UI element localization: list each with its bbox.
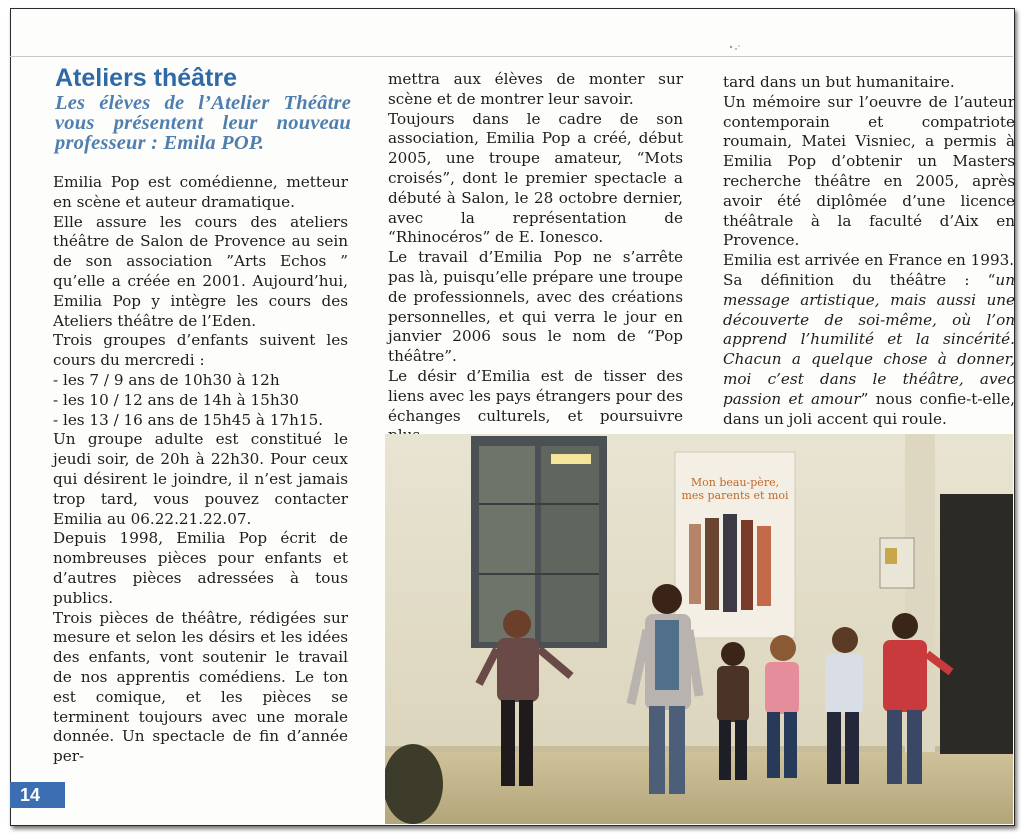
paragraph: Elle assure les cours des ateliers théâtre de Salon de Provence au sein de son association ”Arts Echos ” qu’elle a créée en 2001. Aujourd’hui, Emilia Pop y intègre les cours des Ateliers théâtre de l’Eden.: [53, 212, 348, 330]
paragraph: Le travail d’Emilia Pop ne s’arrête pas là, puisqu’elle prépare une troupe de professionnels, avec des créations personnelles, et qui verra le jour en janvier 2006 sous le nom de “Pop théâtre”.: [388, 248, 683, 366]
page-number: 14: [10, 782, 65, 808]
text-column-2: [388, 70, 683, 446]
paragraph: Le désir d’Emilia est de tisser des liens avec les pays étrangers pour des échanges culturels, et poursuivre: [388, 366, 683, 425]
paragraph: Depuis 1998, Emilia Pop écrit de nombreuses pièces pour enfants et d’autres pièces adressées à tous publics.: [53, 529, 348, 607]
paragraph: tard dans un but humanitaire.: [723, 73, 955, 91]
article-subtitle: Les élèves de l’Atelier Théâtre vous présentent leur nouveau professeur : Emila POP.: [55, 92, 351, 154]
poster-title: Mon beau-père, mes parents et moi: [681, 476, 789, 502]
quote-outro: ” nous confie-t-elle, dans un joli accent qui roule.: [723, 389, 1015, 428]
quote-intro: Sa définition du théâtre : “: [723, 270, 996, 289]
quote-text: un message artistique, mais aussi une découverte de soi-même, où l’on apprend l’humilité et la sincérité. Chacun a quelque chose à donner, moi c’est dans le théâtre, avec passion et amour: [723, 270, 1015, 408]
list-item: - les 13 / 16 ans de 15h45 à 17h15.: [53, 410, 324, 429]
list-item: - les 10 / 12 ans de 14h à 15h30: [53, 390, 299, 409]
list-item: - les 7 / 9 ans de 10h30 à 12h: [53, 370, 280, 389]
paragraph: Un groupe adulte est constitué le jeudi soir, de 20h à 22h30. Pour ceux qui désirent le joindre, il n’est jamais trop tard, vous pouvez contacter Emilia au 06.22.21.22.07.: [53, 430, 348, 528]
text-column-1: [53, 173, 348, 767]
paragraph: Emilia est arrivée en France en 1993.: [723, 251, 1015, 270]
text-column-3: [723, 73, 1015, 429]
paragraph: Un mémoire sur l’oeuvre de l’auteur contemporain et compatriote roumain, Matei Visniec, a permis à Emilia Pop d’obtenir un Masters recherche théâtre en 2005, après avoir été diplômée d’une licence théâtrale à la faculté d’Aix en Provence.: [723, 92, 1015, 250]
paragraph: mettra aux élèves de monter sur scène et de montrer leur savoir.: [388, 70, 683, 108]
paragraph: Trois pièces de théâtre, rédigées sur mesure et selon les désirs et les idées des enfants, vont soutenir le travail de nos apprentis comédiens. Le ton est comique, et les pièces se terminent toujours avec une morale donnée. Un spectacle de fin d’année per-: [53, 608, 348, 766]
paragraph: Trois groupes d’enfants suivent les cours du mercredi :: [53, 331, 348, 370]
group-photo: [385, 434, 1013, 824]
print-mark: [728, 43, 742, 53]
paragraph: Emilia Pop est comédienne, metteur en scène et auteur dramatique.: [53, 173, 348, 211]
top-rule: [10, 56, 1013, 57]
paragraph: Toujours dans le cadre de son association, Emilia Pop a créé, début 2005, une troupe amateur, “Mots croisés”, dont le premier spectacle a débuté à Salon, le 28 octobre dernier, avec la représentation de “Rhinocéros” de E. Ionesco.: [388, 109, 683, 247]
photo-illustration: [385, 434, 1013, 824]
schedule-list: [53, 371, 348, 430]
article-title: Ateliers théâtre: [55, 64, 238, 92]
quote-paragraph: [723, 271, 1015, 429]
